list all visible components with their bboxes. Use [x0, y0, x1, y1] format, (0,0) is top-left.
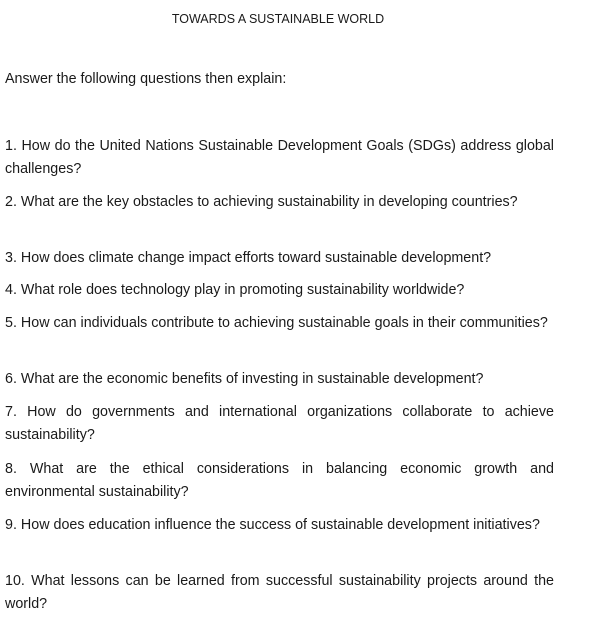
question-number: 10.: [5, 573, 25, 589]
question-text: What are the ethical considerations in balancing economic growth and environmental sustainability?: [5, 461, 554, 500]
question-number: 3.: [5, 250, 17, 266]
question-5: [5, 312, 554, 335]
question-text: What role does technology play in promoting sustainability worldwide?: [20, 282, 465, 298]
question-text: What are the economic benefits of investing in sustainable development?: [20, 371, 484, 387]
question-text: How does education influence the success of sustainable development initiatives?: [20, 517, 540, 533]
question-text: How do governments and international organizations collaborate to achieve sustainability?: [5, 404, 554, 443]
question-4: [5, 279, 554, 302]
question-number: 8.: [5, 461, 17, 477]
question-text: How does climate change impact efforts toward sustainable development?: [20, 250, 492, 266]
question-2: [5, 191, 554, 214]
question-number: 4.: [5, 282, 17, 298]
question-text: What are the key obstacles to achieving sustainability in developing countries?: [20, 194, 518, 210]
question-7: [5, 401, 554, 447]
instructions-text: Answer the following questions then explain:: [5, 71, 287, 87]
question-text: How can individuals contribute to achieving sustainable goals in their communities?: [20, 315, 548, 331]
question-1: [5, 135, 554, 181]
question-6: [5, 368, 554, 391]
question-number: 1.: [5, 138, 17, 154]
question-10: [5, 570, 554, 616]
question-9: [5, 514, 554, 537]
question-number: 9.: [5, 517, 17, 533]
question-text: How do the United Nations Sustainable Development Goals (SDGs) address global challenges?: [5, 138, 554, 177]
question-3: [5, 247, 554, 270]
question-number: 5.: [5, 315, 17, 331]
question-number: 6.: [5, 371, 17, 387]
question-number: 2.: [5, 194, 17, 210]
question-text: What lessons can be learned from successful sustainability projects around the world?: [5, 573, 554, 612]
question-number: 7.: [5, 404, 17, 420]
question-8: [5, 458, 554, 504]
document-title: TOWARDS A SUSTAINABLE WORLD: [171, 12, 385, 26]
